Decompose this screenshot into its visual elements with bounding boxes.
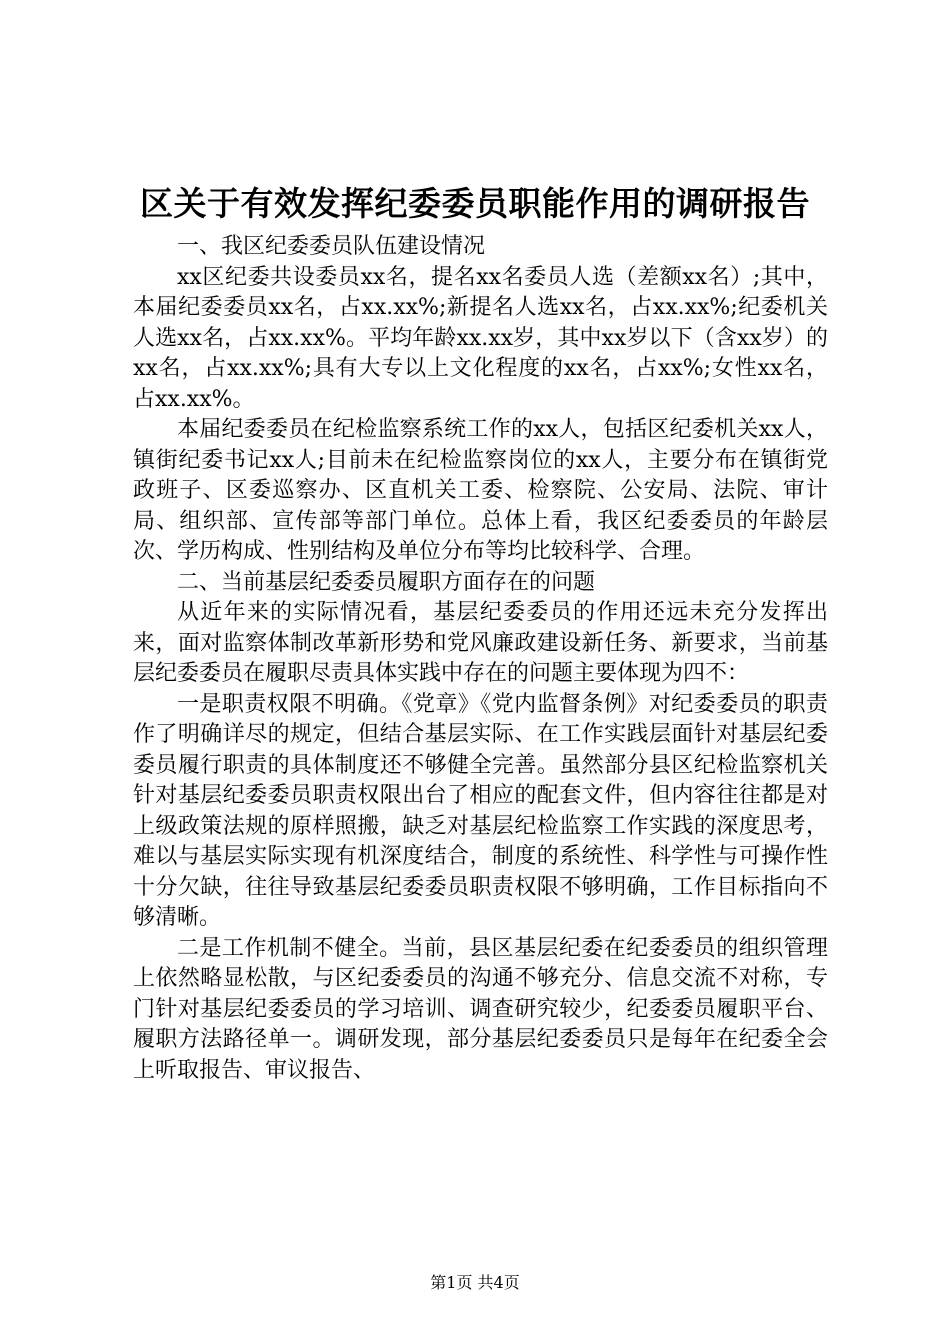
paragraph: xx区纪委共设委员xx名，提名xx名委员人选（差额xx名）;其中，本届纪委委员xx名，占xx.xx%;新提名人选xx名，占xx.xx%;纪委机关人选xx名，占xx.xx%。平均年龄xx.xx岁，其中xx岁以下（含xx岁）的xx名，占xx.xx%;具有大专以上文化程度的xx名，占xx%;女性xx名，占xx.xx%。 — [133, 264, 828, 412]
page-number-footer: 第1页 共4页 — [430, 1273, 520, 1292]
document-body — [133, 232, 828, 1086]
paragraph: 二是工作机制不健全。当前，县区基层纪委在纪委委员的组织管理上依然略显松散，与区纪委委员的沟通不够充分、信息交流不对称，专门针对基层纪委委员的学习培训、调查研究较少，纪委委员履职平台、履职方法路径单一。调研发现，部分基层纪委委员只是每年在纪委全会上听取报告、审议报告、 — [133, 935, 828, 1083]
section-heading-2: 二、当前基层纪委委员履职方面存在的问题 — [177, 569, 596, 595]
paragraph: 本届纪委委员在纪检监察系统工作的xx人，包括区纪委机关xx人，镇街纪委书记xx人;目前未在纪检监察岗位的xx人，主要分布在镇街党政班子、区委巡察办、区直机关工委、检察院、公安局、法院、审计局、组织部、宣传部等部门单位。总体上看，我区纪委委员的年龄层次、学历构成、性别结构及单位分布等均比较科学、合理。 — [133, 417, 828, 564]
paragraph: 一是职责权限不明确。《党章》《党内监督条例》对纪委委员的职责作了明确详尽的规定，但结合基层实际、在工作实践层面针对基层纪委委员履行职责的具体制度还不够健全完善。虽然部分县区纪检监察机关针对基层纪委委员职责权限出台了相应的配套文件，但内容往往都是对上级政策法规的原样照搬，缺乏对基层纪检监察工作实践的深度思考，难以与基层实际实现有机深度结合，制度的系统性、科学性与可操作性十分欠缺，往往导致基层纪委委员职责权限不够明确，工作目标指向不够清晰。 — [133, 691, 828, 930]
section-heading-1: 一、我区纪委委员队伍建设情况 — [177, 234, 486, 259]
paragraph: 从近年来的实际情况看，基层纪委委员的作用还远未充分发挥出来，面对监察体制改革新形势和党风廉政建设新任务、新要求，当前基层纪委委员在履职尽责具体实践中存在的问题主要体现为四不： — [133, 600, 828, 686]
document-title: 区关于有效发挥纪委委员职能作用的调研报告 — [140, 184, 810, 223]
